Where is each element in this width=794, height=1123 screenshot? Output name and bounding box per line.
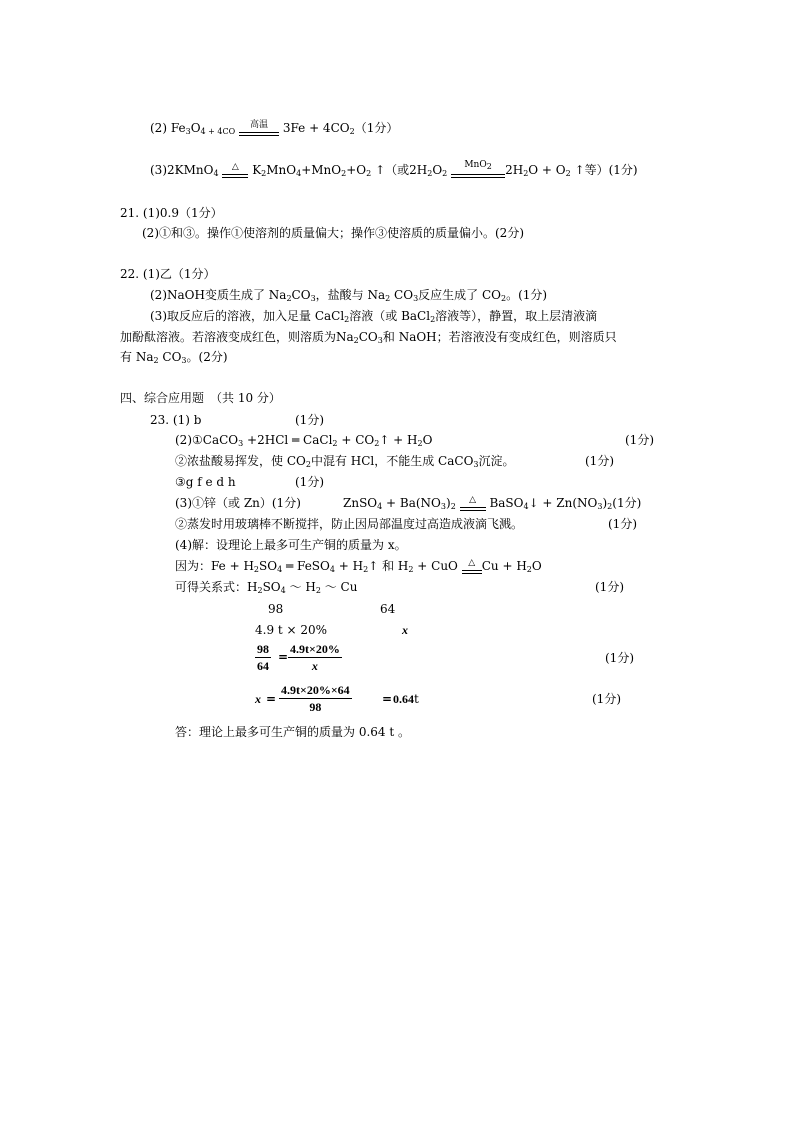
question-22-1: 22. (1)乙（1分） — [120, 267, 216, 281]
result-value: 0.64t — [393, 692, 419, 706]
question-22-3-cont1: 加酚酞溶液。若溶液变成红色，则溶质为$Na_2CO_3$和 NaOH；若溶液没有变成红色，则溶质只 — [120, 330, 617, 345]
molar-mass-64: 64 — [380, 602, 396, 616]
equals-sign: = — [278, 650, 289, 664]
question-23-4-relation-score: (1分) — [595, 580, 624, 594]
question-23-4-intro: (4)解：设理论上最多可生产铜的质量为 x。 — [175, 538, 407, 552]
question-21-2: (2)①和③。操作①使溶剂的质量偏大；操作③使溶质的质量偏小。(2分) — [142, 226, 524, 240]
question-23-4-because: 因为：$Fe + H_2SO_4$ ═ FeSO$_4$ + $H_2↑$ 和 $H_2$ + CuO △ $Cu + H_2O$ — [175, 558, 542, 574]
question-23-1-score: (1分) — [295, 413, 324, 427]
condition-heat-2: △ — [460, 501, 486, 511]
final-answer: 答：理论上最多可生产铜的质量为 0.64 t 。 — [175, 725, 410, 739]
fraction-mass-x: $\frac{4.9t\times 20\%}{x}$ — [290, 642, 340, 673]
given-mass: 4.9 t × 20% — [255, 623, 328, 637]
x-variable: x — [255, 692, 261, 706]
o-letter: O — [190, 121, 201, 135]
condition-catalyst: MnO$_2$ — [451, 168, 505, 178]
fraction-result: $\frac{4.9t\times 20\%\times 64}{98}$ — [281, 683, 350, 714]
question-22-3-cont2: 有 $Na_2$ $CO_3$。(2分) — [120, 350, 228, 365]
result-score: (1分) — [592, 692, 621, 706]
question-22-3: (3)取反应后的溶液，加入足量 CaCl$_2$溶液（或 BaCl$_2$溶液等），静置，取上层清液滴 — [150, 309, 598, 324]
question-23-3-2-score: (1分) — [608, 517, 637, 531]
question-23-3-2: ②蒸发时用玻璃棒不断搅拌，防止因局部温度过高造成液滴飞溅。 — [175, 517, 524, 531]
question-22-2: (2)NaOH变质生成了 $Na_2CO_3$，盐酸与 $Na_2$ $CO_3$反应生成了 $CO_2$。(1分) — [150, 288, 548, 303]
equals-sign-2: = — [266, 692, 277, 706]
fraction-98-64: $\frac{98}{64}$ — [257, 642, 269, 673]
question-23-3-1-equation: ZnSO$_4$ + $Ba(NO_3)_2$ △ BaSO$_4$↓ + $Zn(NO_3)_2(1$分) — [343, 495, 642, 511]
question-23-3-1: (3)①锌（或 Zn）(1分) — [175, 496, 301, 510]
molar-mass-98: 98 — [268, 602, 284, 616]
question-23-2-1: (2)①CaCO$_3$ +2HCl ═ CaCl$_2$ + $CO_2↑ + H_2O$ — [175, 433, 433, 448]
answer-20-2: (2) $Fe_3O_{4 + 4CO}$ 高温 $3Fe + 4CO_2(1$分） — [150, 120, 399, 136]
question-23-1: 23. (1) b — [150, 413, 202, 427]
question-23-2-2-score: (1分) — [585, 454, 614, 468]
equals-sign-3: = — [382, 692, 393, 706]
unknown-x: x — [402, 623, 408, 637]
condition-heat: △ — [222, 168, 248, 178]
condition-heat-3: △ — [462, 564, 482, 574]
question-23-2-2: ②浓盐酸易挥发，使 $CO_2$中混有 HCl，不能生成 CaCO$_3$沉淀。 — [175, 454, 515, 469]
answer-20-3: (3)2KMnO$_4$ △ $K_2MnO_4+MnO_2+O_2$ ↑（或$2H_2O_2$ MnO$_2$ $2H_2O + O_2$ ↑等）(1分) — [150, 160, 638, 178]
question-23-2-1-score: (1分) — [625, 433, 654, 447]
condition-high-temp: 高温 — [239, 126, 279, 136]
question-23-2-3-score: (1分) — [295, 475, 324, 489]
question-23-2-3: ③g f e d h — [175, 475, 236, 489]
question-23-4-relation: 可得关系式：$H_2SO_4$ ～ $H_2$ ～ Cu — [175, 580, 358, 595]
section-4-heading: 四、综合应用题 （共 10 分） — [120, 391, 281, 405]
fraction-eq-score: (1分) — [605, 651, 634, 665]
question-21-1: 21. (1)0.9（1分） — [120, 206, 223, 220]
